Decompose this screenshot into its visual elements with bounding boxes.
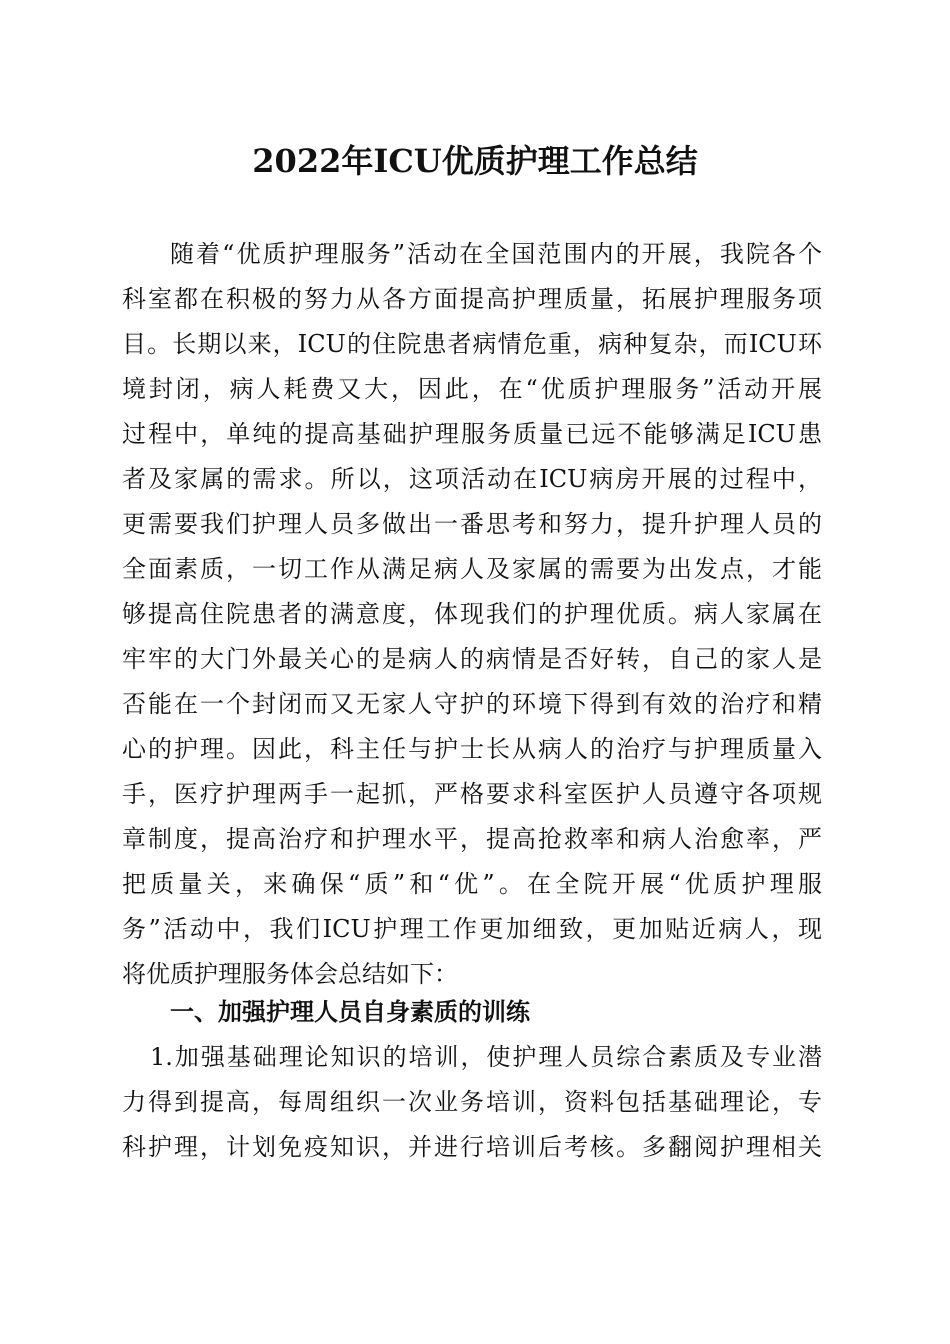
paragraph-line: 更需要我们护理人员多做出一番思考和努力，提升护理人员的 [122, 510, 822, 538]
paragraph-line: 将优质护理服务体会总结如下： [122, 960, 458, 988]
paragraph-line: 心的护理。因此，科主任与护士长从病人的治疗与护理质量入 [122, 735, 822, 763]
paragraph-line: 否能在一个封闭而又无家人守护的环境下得到有效的治疗和精 [122, 690, 822, 718]
paragraph-line: 科室都在积极的努力从各方面提高护理质量，拓展护理服务项 [122, 285, 822, 313]
paragraph-line: 把质量关，来确保“质”和“优”。在全院开展“优质护理服 [122, 870, 822, 898]
paragraph-line: 章制度，提高治疗和护理水平，提高抢救率和病人治愈率，严 [122, 825, 822, 853]
paragraph-line: 目。长期以来，ICU的住院患者病情危重，病种复杂，而ICU环 [122, 330, 822, 358]
paragraph-line: 手，医疗护理两手一起抓，严格要求科室医护人员遵守各项规 [122, 780, 822, 808]
paragraph-line: 够提高住院患者的满意度，体现我们的护理优质。病人家属在 [122, 600, 822, 628]
paragraph-line: 过程中，单纯的提高基础护理服务质量已远不能够满足ICU患 [122, 420, 822, 448]
paragraph-line: 者及家属的需求。所以，这项活动在ICU病房开展的过程中， [122, 465, 822, 493]
item-line: 科护理，计划免疫知识，并进行培训后考核。多翻阅护理相关 [122, 1133, 822, 1161]
item-line: 力得到提高，每周组织一次业务培训，资料包括基础理论，专 [122, 1088, 822, 1116]
paragraph-line: 全面素质，一切工作从满足病人及家属的需要为出发点，才能 [122, 555, 822, 583]
section-heading: 一、加强护理人员自身素质的训练 [170, 998, 530, 1026]
item-line: 1.加强基础理论知识的培训，使护理人员综合素质及专业潜 [150, 1043, 822, 1071]
paragraph-line: 境封闭，病人耗费又大，因此，在“优质护理服务”活动开展 [122, 375, 822, 403]
paragraph-line: 务”活动中，我们ICU护理工作更加细致，更加贴近病人，现 [122, 915, 822, 943]
paragraph-line: 牢牢的大门外最关心的是病人的病情是否好转，自己的家人是 [122, 645, 822, 673]
document-title: 2022年ICU优质护理工作总结 [252, 142, 698, 180]
paragraph-line: 随着“优质护理服务”活动在全国范围内的开展，我院各个 [170, 240, 822, 268]
